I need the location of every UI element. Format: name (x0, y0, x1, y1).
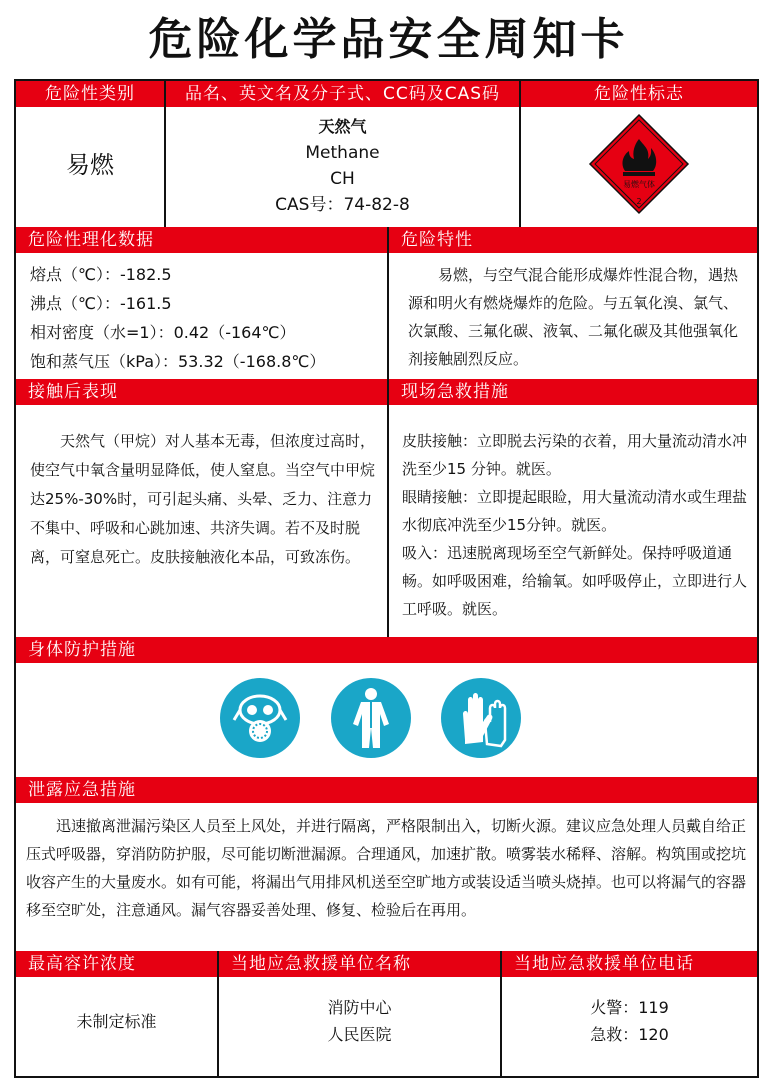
header-physchem: 危险性理化数据 (16, 227, 387, 253)
chemical-name-cn: 天然气 (318, 117, 367, 136)
respirator-icon (220, 678, 300, 758)
divider (14, 1076, 759, 1078)
header-first-aid: 现场急救措施 (389, 379, 757, 405)
first-aid-list (402, 427, 750, 623)
protective-suit-icon (331, 678, 411, 758)
divider (519, 81, 521, 227)
hazard-category-value: 易燃 (66, 151, 114, 179)
exposure-text: 天然气（甲烷）对人基本无毒，但浓度过高时，使空气中氧含量明显降低，使人窒息。当空气中甲烷达25%-30%时，可引起头痛、头晕、乏力、注意力不集中、呼吸和心跳加速、共济失调。若不及时脱离，可窒息死亡。皮肤接触液化本品，可致冻伤。 (30, 432, 376, 566)
header-rescue-unit: 当地应急救援单位名称 (219, 951, 500, 977)
rescue-phone: 火警：119 (590, 998, 669, 1017)
card-title: 危险化学品安全周知卡 (148, 14, 629, 65)
divider (387, 227, 389, 637)
rescue-phone-list (502, 994, 757, 1048)
header-protection: 身体防护措施 (16, 637, 757, 663)
physchem-item: 相对密度（水=1）：0.42（-164℃） (30, 323, 296, 342)
flammable-gas-sign (588, 113, 690, 215)
header-hazard-props: 危险特性 (389, 227, 757, 253)
rescue-unit-list (219, 994, 500, 1048)
physchem-item: 沸点（℃）：-161.5 (30, 294, 172, 313)
header-exposure: 接触后表现 (16, 379, 387, 405)
rescue-phone: 急救：120 (590, 1025, 669, 1044)
max-conc-value: 未制定标准 (76, 1012, 157, 1031)
physchem-list (30, 260, 382, 376)
first-aid-item: 吸入：迅速脱离现场至空气新鲜处。保持呼吸道通畅。如呼吸困难，给输氧。如呼吸停止，立即进行人工呼吸。就医。 (402, 544, 748, 618)
leak-text: 迅速撤离泄漏污染区人员至上风处，并进行隔离，严格限制出入，切断火源。建议应急处理人员戴自给正压式呼吸器，穿消防防护服，尽可能切断泄漏源。合理通风，加速扩散。喷雾装水稀释、溶解。构筑围或挖坑收容产生的大量废水。如有可能，将漏出气用排风机送至空旷地方或装设适当喷头烧掉。也可以将漏气的容器移至空旷处，注意通风。漏气容器妥善处理、修复、检验后在再用。 (26, 817, 747, 919)
divider (757, 976, 759, 1078)
header-leak: 泄露应急措施 (16, 777, 757, 803)
chemical-identity (166, 114, 519, 218)
header-rescue-phone: 当地应急救援单位电话 (502, 951, 757, 977)
rescue-unit: 消防中心 (327, 998, 392, 1017)
cas-number: CAS号：74-82-8 (275, 195, 410, 215)
first-aid-item: 皮肤接触：立即脱去污染的衣着，用大量流动清水冲洗至少15 分钟。就医。 (402, 432, 748, 478)
header-name-info: 品名、英文名及分子式、CC码及CAS码 (166, 81, 519, 107)
chemical-formula: CH (330, 169, 355, 189)
gloves-icon (441, 678, 521, 758)
rescue-unit: 人民医院 (327, 1025, 392, 1044)
first-aid-item: 眼睛接触：立即提起眼睑，用大量流动清水或生理盐水彻底冲洗至少15分钟。就医。 (402, 488, 748, 534)
header-max-conc: 最高容许浓度 (16, 951, 217, 977)
sign-label: 易燃气体 (623, 180, 655, 189)
header-hazard-category: 危险性类别 (16, 81, 164, 107)
hazard-props-text: 易燃，与空气混合能形成爆炸性混合物，遇热源和明火有燃烧爆炸的危险。与五氧化溴、氯气、次氯酸、三氟化碳、液氧、二氟化碳及其他强氧化剂接触剧烈反应。 (408, 266, 739, 368)
header-hazard-sign: 危险性标志 (521, 81, 757, 107)
chemical-name-en: Methane (305, 143, 380, 163)
sign-class: 2 (636, 197, 642, 206)
physchem-item: 熔点（℃）：-182.5 (30, 265, 172, 284)
physchem-item: 饱和蒸气压（kPa）：53.32（-168.8℃） (30, 352, 326, 371)
